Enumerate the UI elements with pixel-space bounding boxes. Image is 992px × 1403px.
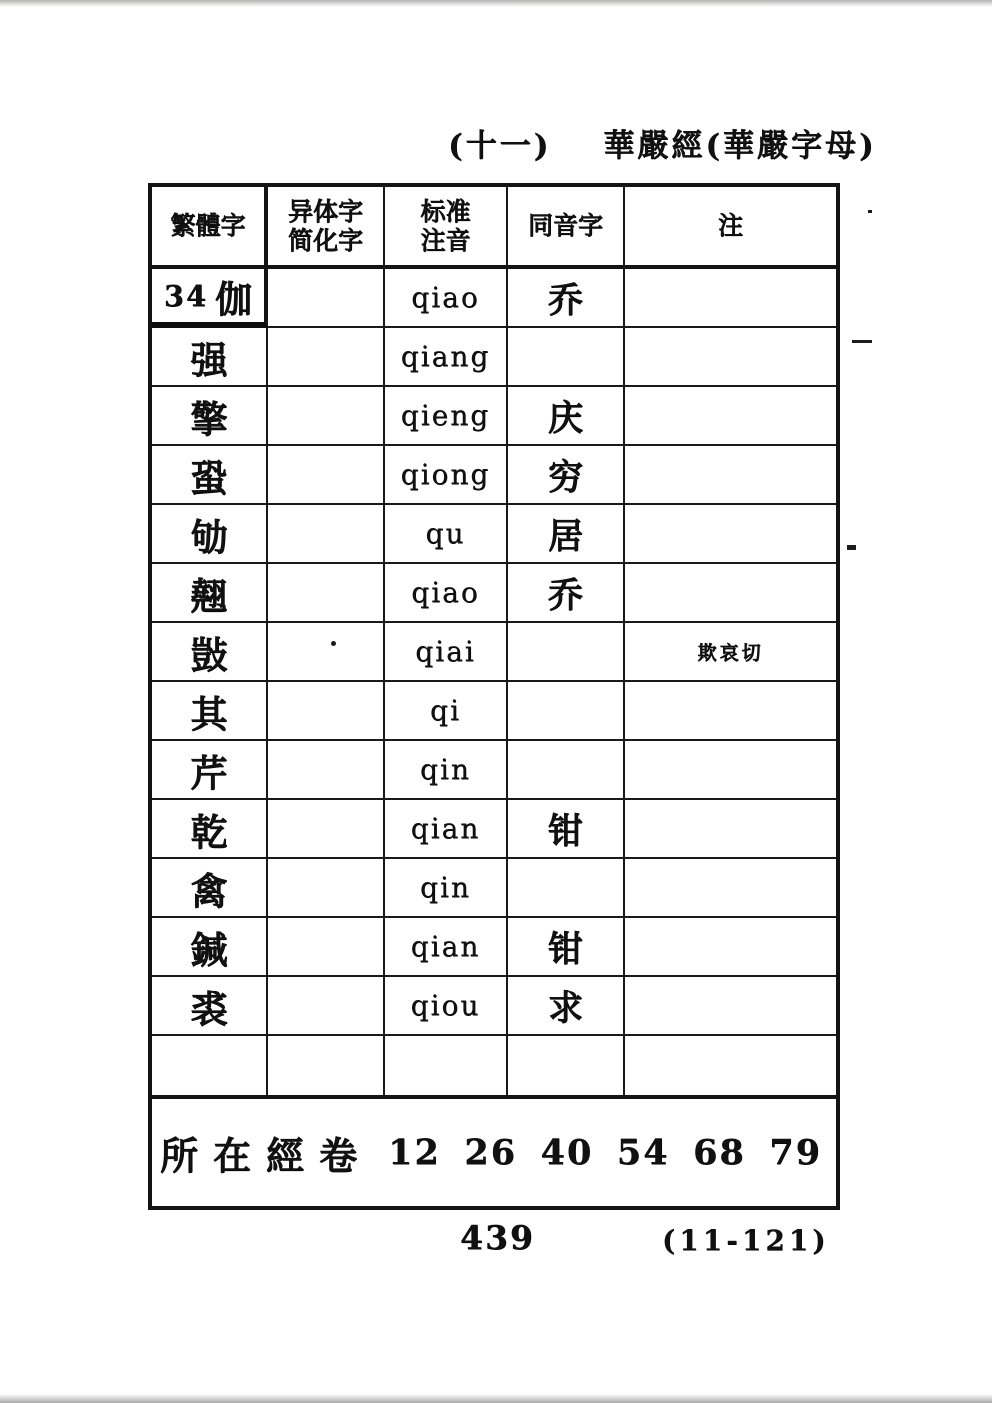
note-cell bbox=[625, 800, 836, 859]
volume-number: 12 bbox=[388, 1132, 441, 1173]
note-cell bbox=[625, 564, 836, 623]
hanzi-text: 伽 bbox=[215, 276, 253, 321]
homophone-cell bbox=[508, 328, 625, 387]
volume-numbers bbox=[372, 1132, 836, 1173]
variant-cell bbox=[268, 918, 385, 977]
hanzi-text: 其 bbox=[190, 691, 228, 736]
table-row bbox=[152, 1036, 836, 1095]
homophone-cell: 穷 bbox=[508, 446, 625, 505]
table-row bbox=[152, 269, 836, 328]
hanzi-cell bbox=[152, 623, 268, 682]
table-row bbox=[152, 800, 836, 859]
note-cell bbox=[625, 269, 836, 328]
variant-cell bbox=[268, 328, 385, 387]
pinyin-cell: qiao bbox=[385, 269, 508, 328]
variant-cell bbox=[268, 564, 385, 623]
hanzi-cell bbox=[152, 918, 268, 977]
homophone-cell: 钳 bbox=[508, 918, 625, 977]
table-row bbox=[152, 623, 836, 682]
col-header-variant: 异体字 简化字 bbox=[268, 187, 385, 269]
pinyin-cell: qi bbox=[385, 682, 508, 741]
section-title: 華嚴經(華嚴字母) bbox=[603, 128, 877, 164]
scan-edge-top bbox=[0, 0, 992, 7]
pinyin-cell: qieng bbox=[385, 387, 508, 446]
hanzi-cell bbox=[152, 859, 268, 918]
volume-label: 所在經卷 bbox=[160, 1133, 373, 1178]
col-header-traditional: 繁體字 bbox=[152, 187, 268, 269]
table-row bbox=[152, 328, 836, 387]
variant-cell bbox=[268, 682, 385, 741]
pinyin-cell: qian bbox=[385, 800, 508, 859]
col-header-pinyin: 标准 注音 bbox=[385, 187, 508, 269]
pinyin-cell bbox=[385, 1036, 508, 1095]
note-cell bbox=[625, 387, 836, 446]
scan-speck bbox=[852, 340, 872, 343]
hanzi-cell bbox=[152, 387, 268, 446]
homophone-cell: 求 bbox=[508, 977, 625, 1036]
hanzi-text: 敱 bbox=[190, 632, 228, 677]
col-header-note: 注 bbox=[625, 187, 836, 269]
volume-number: 26 bbox=[464, 1132, 517, 1173]
table-row bbox=[152, 977, 836, 1036]
variant-cell bbox=[268, 505, 385, 564]
table-header-row bbox=[152, 187, 836, 269]
table-row bbox=[152, 564, 836, 623]
pinyin-cell: qiai bbox=[385, 623, 508, 682]
homophone-cell bbox=[508, 682, 625, 741]
variant-cell bbox=[268, 977, 385, 1036]
homophone-cell: 乔 bbox=[508, 269, 625, 328]
hanzi-cell bbox=[152, 269, 268, 328]
pinyin-cell: qiao bbox=[385, 564, 508, 623]
variant-cell bbox=[268, 623, 385, 682]
section-heading bbox=[448, 120, 877, 165]
hanzi-cell bbox=[152, 564, 268, 623]
hanzi-cell bbox=[152, 446, 268, 505]
table-row bbox=[152, 741, 836, 800]
hanzi-text: 擎 bbox=[190, 396, 228, 441]
variant-cell bbox=[268, 800, 385, 859]
variant-cell bbox=[268, 387, 385, 446]
homophone-cell: 居 bbox=[508, 505, 625, 564]
note-cell bbox=[625, 741, 836, 800]
volume-number: 40 bbox=[540, 1132, 594, 1173]
table-row bbox=[152, 505, 836, 564]
hanzi-text: 乾 bbox=[190, 809, 228, 854]
hanzi-text: 鍼 bbox=[190, 927, 228, 972]
note-cell bbox=[625, 1036, 836, 1095]
table-row bbox=[152, 387, 836, 446]
hanzi-cell bbox=[152, 505, 268, 564]
hanzi-cell bbox=[152, 800, 268, 859]
pinyin-cell: qu bbox=[385, 505, 508, 564]
homophone-cell bbox=[508, 859, 625, 918]
volume-number: 54 bbox=[616, 1132, 670, 1173]
catalog-code: (11-121) bbox=[662, 1224, 830, 1257]
page-number: 439 bbox=[460, 1218, 535, 1257]
volume-footer-row bbox=[152, 1095, 836, 1206]
homophone-cell bbox=[508, 741, 625, 800]
scan-speck bbox=[331, 641, 336, 646]
homophone-cell: 庆 bbox=[508, 387, 625, 446]
note-cell bbox=[625, 505, 836, 564]
variant-cell bbox=[268, 1036, 385, 1095]
hanzi-cell bbox=[152, 741, 268, 800]
entry-number: 34 bbox=[163, 278, 209, 313]
hanzi-cell bbox=[152, 977, 268, 1036]
volume-number: 79 bbox=[769, 1132, 822, 1173]
note-cell: 欺哀切 bbox=[625, 623, 836, 682]
pinyin-cell: qian bbox=[385, 918, 508, 977]
hanzi-text: 劬 bbox=[190, 514, 228, 559]
table-row bbox=[152, 859, 836, 918]
table-row bbox=[152, 682, 836, 741]
note-cell bbox=[625, 446, 836, 505]
homophone-cell: 钳 bbox=[508, 800, 625, 859]
section-index: (十一) bbox=[448, 128, 552, 164]
hanzi-text: 强 bbox=[190, 337, 228, 382]
table-row bbox=[152, 918, 836, 977]
hanzi-text: 禽 bbox=[190, 868, 228, 913]
homophone-cell bbox=[508, 1036, 625, 1095]
volume-number: 68 bbox=[693, 1132, 746, 1173]
variant-cell bbox=[268, 446, 385, 505]
hanzi-cell bbox=[152, 682, 268, 741]
pinyin-cell: qiong bbox=[385, 446, 508, 505]
variant-cell bbox=[268, 859, 385, 918]
note-cell bbox=[625, 328, 836, 387]
pinyin-cell: qiou bbox=[385, 977, 508, 1036]
note-cell bbox=[625, 918, 836, 977]
col-header-homophone: 同音字 bbox=[508, 187, 625, 269]
scan-speck bbox=[868, 210, 872, 213]
pinyin-cell: qin bbox=[385, 859, 508, 918]
note-cell bbox=[625, 682, 836, 741]
pinyin-cell: qiang bbox=[385, 328, 508, 387]
note-cell bbox=[625, 859, 836, 918]
note-cell bbox=[625, 977, 836, 1036]
hanzi-cell bbox=[152, 328, 268, 387]
pinyin-cell: qin bbox=[385, 741, 508, 800]
hanzi-text: 裘 bbox=[190, 986, 228, 1031]
scan-edge-bottom bbox=[0, 1394, 992, 1403]
homophone-cell bbox=[508, 623, 625, 682]
variant-cell bbox=[268, 741, 385, 800]
hanzi-text: 翹 bbox=[190, 573, 228, 618]
hanzi-cell bbox=[152, 1036, 268, 1095]
hanzi-text: 蛩 bbox=[190, 455, 228, 500]
homophone-cell: 乔 bbox=[508, 564, 625, 623]
hanzi-text: 芹 bbox=[190, 750, 228, 795]
scan-speck bbox=[847, 545, 856, 550]
table-row bbox=[152, 446, 836, 505]
variant-cell bbox=[268, 269, 385, 328]
glossary-table bbox=[148, 183, 840, 1210]
